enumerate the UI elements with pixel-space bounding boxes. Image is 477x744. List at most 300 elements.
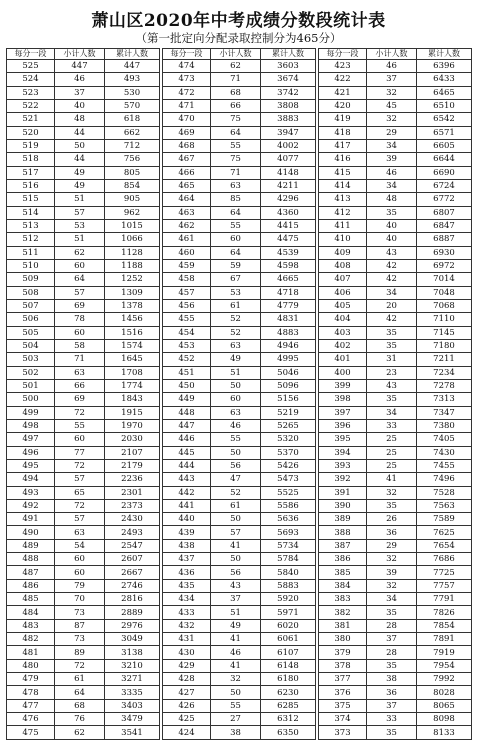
- cell-count: 51: [211, 366, 261, 379]
- cell-count: 40: [55, 99, 105, 112]
- table-row: [319, 433, 472, 446]
- cell-score: 470: [163, 113, 211, 126]
- cell-cumulative: 7563: [417, 499, 472, 512]
- page-title: 萧山区2020年中考成绩分数段统计表: [91, 11, 386, 31]
- cell-count: 66: [211, 99, 261, 112]
- cell-score: 400: [319, 366, 367, 379]
- cell-score: 512: [7, 233, 55, 246]
- cell-cumulative: 4598: [261, 259, 316, 272]
- table-row: [163, 113, 316, 126]
- cell-count: 66: [55, 379, 105, 392]
- cell-count: 32: [367, 486, 417, 499]
- table-row: [7, 726, 160, 740]
- table-row: [319, 673, 472, 686]
- table-row: [319, 446, 472, 459]
- cell-cumulative: 6180: [261, 673, 316, 686]
- table-row: [163, 326, 316, 339]
- cell-cumulative: 6148: [261, 659, 316, 672]
- cell-count: 64: [55, 273, 105, 286]
- score-tables: [6, 48, 472, 740]
- cell-cumulative: 1309: [105, 286, 160, 299]
- header-count: 小计人数: [55, 49, 105, 60]
- cell-count: 35: [367, 206, 417, 219]
- table-row: [7, 60, 160, 73]
- table-row: [319, 313, 472, 326]
- cell-cumulative: 2493: [105, 526, 160, 539]
- cell-count: 41: [211, 633, 261, 646]
- cell-cumulative: 5219: [261, 406, 316, 419]
- cell-count: 32: [367, 113, 417, 126]
- table-row: [163, 99, 316, 112]
- table-row: [163, 433, 316, 446]
- cell-score: 443: [163, 473, 211, 486]
- header-cumulative: 累计人数: [105, 49, 160, 60]
- table-row: [7, 539, 160, 552]
- table-row: [7, 459, 160, 472]
- cell-cumulative: 3049: [105, 633, 160, 646]
- cell-cumulative: 4415: [261, 219, 316, 232]
- cell-count: 57: [55, 473, 105, 486]
- cell-cumulative: 962: [105, 206, 160, 219]
- cell-cumulative: 6772: [417, 193, 472, 206]
- cell-cumulative: 7211: [417, 353, 472, 366]
- cell-score: 478: [7, 686, 55, 699]
- cell-count: 56: [211, 566, 261, 579]
- cell-score: 402: [319, 339, 367, 352]
- cell-score: 458: [163, 273, 211, 286]
- cell-score: 501: [7, 379, 55, 392]
- score-table-2: [162, 48, 316, 740]
- table-row: [7, 606, 160, 619]
- cell-count: 49: [55, 179, 105, 192]
- table-row: [7, 513, 160, 526]
- cell-count: 52: [211, 313, 261, 326]
- table-row: [319, 406, 472, 419]
- cell-count: 51: [55, 233, 105, 246]
- table-row: [7, 619, 160, 632]
- table-row: [7, 193, 160, 206]
- cell-count: 60: [211, 393, 261, 406]
- cell-score: 385: [319, 566, 367, 579]
- table-row: [7, 86, 160, 99]
- cell-count: 37: [211, 593, 261, 606]
- cell-cumulative: 4148: [261, 166, 316, 179]
- cell-cumulative: 3403: [105, 699, 160, 712]
- cell-count: 76: [55, 713, 105, 726]
- cell-count: 26: [367, 513, 417, 526]
- table-row: [319, 606, 472, 619]
- cell-count: 52: [211, 486, 261, 499]
- cell-count: 58: [55, 339, 105, 352]
- cell-score: 398: [319, 393, 367, 406]
- cell-score: 387: [319, 539, 367, 552]
- cell-count: 77: [55, 446, 105, 459]
- cell-cumulative: 7430: [417, 446, 472, 459]
- cell-count: 34: [367, 593, 417, 606]
- cell-count: 57: [55, 206, 105, 219]
- cell-count: 60: [55, 566, 105, 579]
- cell-count: 20: [367, 299, 417, 312]
- cell-score: 521: [7, 113, 55, 126]
- cell-cumulative: 3271: [105, 673, 160, 686]
- cell-cumulative: 7528: [417, 486, 472, 499]
- cell-score: 435: [163, 579, 211, 592]
- cell-cumulative: 1378: [105, 299, 160, 312]
- cell-cumulative: 570: [105, 99, 160, 112]
- cell-score: 378: [319, 659, 367, 672]
- cell-cumulative: 1970: [105, 419, 160, 432]
- table-row: [7, 126, 160, 139]
- cell-score: 450: [163, 379, 211, 392]
- cell-cumulative: 8028: [417, 686, 472, 699]
- cell-score: 452: [163, 353, 211, 366]
- cell-score: 491: [7, 513, 55, 526]
- table-row: [163, 446, 316, 459]
- table-row: [7, 393, 160, 406]
- cell-count: 50: [211, 513, 261, 526]
- table-row: [7, 446, 160, 459]
- cell-cumulative: 7891: [417, 633, 472, 646]
- cell-cumulative: 7919: [417, 646, 472, 659]
- table-row: [163, 406, 316, 419]
- cell-count: 64: [211, 206, 261, 219]
- cell-cumulative: 1645: [105, 353, 160, 366]
- table-row: [163, 86, 316, 99]
- table-row: [7, 259, 160, 272]
- table-row: [7, 73, 160, 86]
- cell-count: 29: [367, 539, 417, 552]
- table-row: [7, 313, 160, 326]
- cell-score: 518: [7, 153, 55, 166]
- cell-count: 71: [211, 166, 261, 179]
- cell-score: 476: [7, 713, 55, 726]
- header-cumulative: 累计人数: [417, 49, 472, 60]
- table-row: [163, 193, 316, 206]
- cell-score: 389: [319, 513, 367, 526]
- cell-cumulative: 8133: [417, 726, 472, 740]
- cell-count: 73: [55, 606, 105, 619]
- cell-cumulative: 2301: [105, 486, 160, 499]
- cell-count: 49: [211, 619, 261, 632]
- cell-score: 494: [7, 473, 55, 486]
- cell-cumulative: 4718: [261, 286, 316, 299]
- cell-count: 55: [211, 139, 261, 152]
- table-row: [163, 486, 316, 499]
- cell-cumulative: 6542: [417, 113, 472, 126]
- cell-cumulative: 4779: [261, 299, 316, 312]
- cell-count: 56: [211, 459, 261, 472]
- cell-count: 37: [367, 73, 417, 86]
- cell-cumulative: 5320: [261, 433, 316, 446]
- cell-score: 386: [319, 553, 367, 566]
- table-row: [163, 513, 316, 526]
- cell-count: 61: [55, 673, 105, 686]
- table-row: [7, 433, 160, 446]
- table-row: [319, 246, 472, 259]
- cell-score: 409: [319, 246, 367, 259]
- cell-cumulative: 7313: [417, 393, 472, 406]
- cell-count: 72: [55, 499, 105, 512]
- cell-cumulative: 1774: [105, 379, 160, 392]
- table-row: [319, 473, 472, 486]
- table-row: [163, 60, 316, 73]
- cell-count: 63: [211, 339, 261, 352]
- cell-cumulative: 6465: [417, 86, 472, 99]
- cell-score: 397: [319, 406, 367, 419]
- cell-score: 500: [7, 393, 55, 406]
- cell-cumulative: 2816: [105, 593, 160, 606]
- cell-cumulative: 2889: [105, 606, 160, 619]
- cell-score: 408: [319, 259, 367, 272]
- cell-cumulative: 7625: [417, 526, 472, 539]
- cell-cumulative: 493: [105, 73, 160, 86]
- table-row: [163, 246, 316, 259]
- cell-count: 72: [55, 659, 105, 672]
- table-row: [319, 179, 472, 192]
- cell-count: 32: [211, 673, 261, 686]
- cell-count: 29: [367, 126, 417, 139]
- cell-score: 422: [319, 73, 367, 86]
- table-row: [163, 299, 316, 312]
- cell-score: 463: [163, 206, 211, 219]
- table-row: [319, 126, 472, 139]
- table-row: [7, 699, 160, 712]
- table-row: [163, 139, 316, 152]
- cell-count: 60: [55, 433, 105, 446]
- table-row: [7, 153, 160, 166]
- cell-count: 55: [211, 699, 261, 712]
- cell-cumulative: 6312: [261, 713, 316, 726]
- table-row: [7, 406, 160, 419]
- table-row: [163, 379, 316, 392]
- cell-score: 466: [163, 166, 211, 179]
- cell-cumulative: 4002: [261, 139, 316, 152]
- cell-cumulative: 854: [105, 179, 160, 192]
- table-row: [163, 126, 316, 139]
- table-row: [7, 553, 160, 566]
- cell-count: 75: [211, 113, 261, 126]
- cell-cumulative: 3742: [261, 86, 316, 99]
- table-row: [319, 419, 472, 432]
- page-subtitle: （第一批定向分配录取控制分为465分）: [135, 31, 342, 45]
- cell-score: 480: [7, 659, 55, 672]
- table-row: [319, 726, 472, 740]
- cell-cumulative: 5784: [261, 553, 316, 566]
- table-row: [163, 633, 316, 646]
- cell-count: 73: [55, 633, 105, 646]
- cell-score: 508: [7, 286, 55, 299]
- cell-count: 67: [211, 273, 261, 286]
- table-row: [319, 273, 472, 286]
- cell-cumulative: 447: [105, 60, 160, 73]
- cell-score: 379: [319, 646, 367, 659]
- cell-score: 515: [7, 193, 55, 206]
- cell-score: 456: [163, 299, 211, 312]
- cell-score: 426: [163, 699, 211, 712]
- table-row: [7, 233, 160, 246]
- table-row: [319, 579, 472, 592]
- cell-count: 75: [211, 153, 261, 166]
- cell-cumulative: 5370: [261, 446, 316, 459]
- cell-score: 496: [7, 446, 55, 459]
- table-row: [163, 286, 316, 299]
- cell-cumulative: 7854: [417, 619, 472, 632]
- cell-count: 62: [211, 60, 261, 73]
- cell-count: 65: [55, 486, 105, 499]
- cell-cumulative: 2746: [105, 579, 160, 592]
- cell-count: 69: [55, 299, 105, 312]
- table-row: [319, 219, 472, 232]
- cell-count: 43: [367, 379, 417, 392]
- cell-score: 383: [319, 593, 367, 606]
- cell-score: 503: [7, 353, 55, 366]
- cell-cumulative: 7347: [417, 406, 472, 419]
- cell-cumulative: 712: [105, 139, 160, 152]
- table-row: [319, 566, 472, 579]
- cell-cumulative: 3541: [105, 726, 160, 740]
- cell-count: 60: [55, 326, 105, 339]
- cell-score: 396: [319, 419, 367, 432]
- cell-score: 514: [7, 206, 55, 219]
- cell-score: 507: [7, 299, 55, 312]
- cell-cumulative: 7145: [417, 326, 472, 339]
- cell-score: 449: [163, 393, 211, 406]
- cell-cumulative: 1843: [105, 393, 160, 406]
- table-row: [7, 473, 160, 486]
- cell-score: 432: [163, 619, 211, 632]
- cell-count: 39: [367, 153, 417, 166]
- cell-cumulative: 6972: [417, 259, 472, 272]
- cell-cumulative: 618: [105, 113, 160, 126]
- cell-score: 485: [7, 593, 55, 606]
- cell-count: 28: [367, 619, 417, 632]
- cell-cumulative: 5734: [261, 539, 316, 552]
- cell-count: 53: [55, 219, 105, 232]
- cell-count: 34: [367, 286, 417, 299]
- cell-cumulative: 2030: [105, 433, 160, 446]
- table-row: [7, 686, 160, 699]
- cell-score: 504: [7, 339, 55, 352]
- cell-score: 490: [7, 526, 55, 539]
- cell-score: 454: [163, 326, 211, 339]
- cell-score: 417: [319, 139, 367, 152]
- cell-score: 374: [319, 713, 367, 726]
- cell-cumulative: 1188: [105, 259, 160, 272]
- table-row: [319, 259, 472, 272]
- table-row: [319, 659, 472, 672]
- header-cumulative: 累计人数: [261, 49, 316, 60]
- cell-score: 498: [7, 419, 55, 432]
- cell-count: 50: [211, 446, 261, 459]
- cell-score: 442: [163, 486, 211, 499]
- cell-score: 474: [163, 60, 211, 73]
- cell-cumulative: 530: [105, 86, 160, 99]
- cell-cumulative: 2107: [105, 446, 160, 459]
- cell-count: 49: [55, 166, 105, 179]
- cell-count: 46: [367, 60, 417, 73]
- cell-count: 72: [55, 406, 105, 419]
- table-row: [163, 313, 316, 326]
- table-row: [7, 419, 160, 432]
- table-row: [319, 499, 472, 512]
- cell-score: 420: [319, 99, 367, 112]
- table-row: [7, 339, 160, 352]
- cell-cumulative: 6887: [417, 233, 472, 246]
- cell-score: 460: [163, 246, 211, 259]
- cell-count: 63: [211, 406, 261, 419]
- cell-cumulative: 7455: [417, 459, 472, 472]
- cell-cumulative: 2236: [105, 473, 160, 486]
- cell-count: 25: [367, 459, 417, 472]
- table-row: [163, 206, 316, 219]
- table-row: [7, 99, 160, 112]
- table-row: [319, 99, 472, 112]
- cell-score: 412: [319, 206, 367, 219]
- cell-score: 479: [7, 673, 55, 686]
- cell-score: 393: [319, 459, 367, 472]
- cell-cumulative: 5840: [261, 566, 316, 579]
- cell-count: 34: [367, 139, 417, 152]
- cell-score: 522: [7, 99, 55, 112]
- cell-score: 451: [163, 366, 211, 379]
- table-row: [163, 459, 316, 472]
- score-table-3: [318, 48, 472, 740]
- cell-score: 509: [7, 273, 55, 286]
- cell-score: 448: [163, 406, 211, 419]
- cell-score: 438: [163, 539, 211, 552]
- cell-score: 461: [163, 233, 211, 246]
- table-row: [163, 579, 316, 592]
- cell-cumulative: 4296: [261, 193, 316, 206]
- cell-cumulative: 4946: [261, 339, 316, 352]
- table-row: [319, 153, 472, 166]
- table-row: [319, 593, 472, 606]
- cell-cumulative: 4475: [261, 233, 316, 246]
- cell-score: 423: [319, 60, 367, 73]
- cell-score: 401: [319, 353, 367, 366]
- cell-score: 484: [7, 606, 55, 619]
- table-row: [7, 593, 160, 606]
- cell-score: 459: [163, 259, 211, 272]
- table-row: [319, 699, 472, 712]
- table-row: [7, 139, 160, 152]
- cell-score: 471: [163, 99, 211, 112]
- cell-score: 487: [7, 566, 55, 579]
- cell-cumulative: 7405: [417, 433, 472, 446]
- cell-count: 41: [211, 539, 261, 552]
- cell-count: 64: [211, 126, 261, 139]
- cell-score: 440: [163, 513, 211, 526]
- cell-cumulative: 6061: [261, 633, 316, 646]
- cell-cumulative: 5096: [261, 379, 316, 392]
- cell-count: 61: [211, 299, 261, 312]
- table-row: [319, 73, 472, 86]
- cell-count: 31: [367, 353, 417, 366]
- cell-score: 462: [163, 219, 211, 232]
- cell-count: 60: [55, 259, 105, 272]
- cell-count: 33: [367, 419, 417, 432]
- cell-score: 433: [163, 606, 211, 619]
- table-row: [163, 673, 316, 686]
- table-row: [319, 513, 472, 526]
- table-row: [319, 486, 472, 499]
- cell-count: 39: [367, 566, 417, 579]
- cell-count: 34: [367, 179, 417, 192]
- cell-score: 493: [7, 486, 55, 499]
- cell-cumulative: 5525: [261, 486, 316, 499]
- cell-score: 464: [163, 193, 211, 206]
- table-row: [7, 179, 160, 192]
